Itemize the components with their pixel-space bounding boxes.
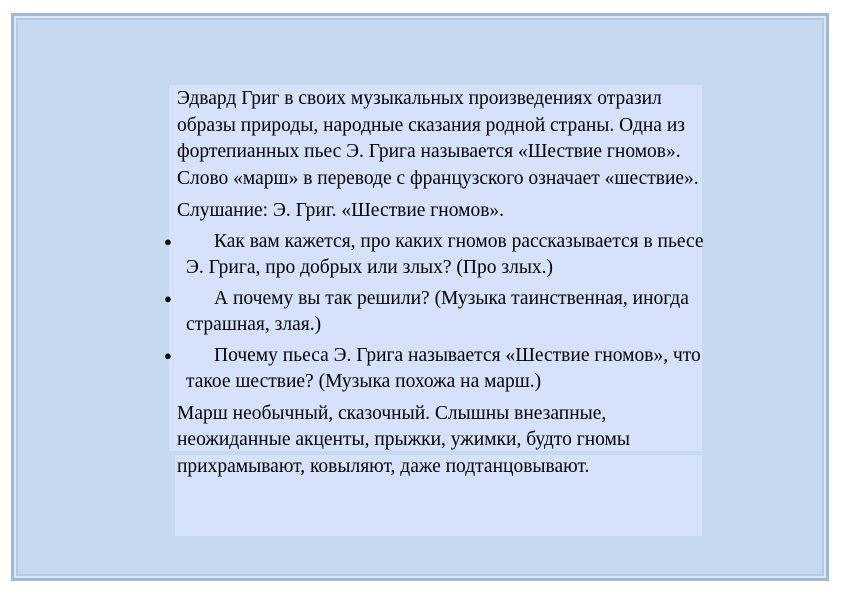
question-text: А почему вы так решили? (Музыка таинственная, иногда страшная, злая.) (186, 287, 689, 335)
question-list (164, 229, 707, 396)
listening-line: Слушание: Э. Григ. «Шествие гномов». (177, 200, 505, 221)
slide-content (164, 86, 707, 480)
bullet-icon: ● (164, 290, 172, 306)
intro-paragraph: Эдвард Григ в своих музыкальных произведениях отразил образы природы, народные сказания родной страны. Одна из фортепианных пьес Э. Грига называется «Шествие гномов». Слово «марш» в переводе с французского означает «шествие». (177, 88, 699, 189)
question-text: Как вам кажется, про каких гномов рассказывается в пьесе Э. Грига, про добрых или злых? (Про злых.) (186, 230, 704, 278)
conclusion-paragraph: Марш необычный, сказочный. Слышны внезапные, неожиданные акценты, прыжки, ужимки, будто гномы прихрамывают, ковыляют, даже подтанцовывают. (177, 402, 630, 477)
bullet-icon: ● (164, 347, 172, 363)
list-item (164, 286, 707, 339)
bullet-icon: ● (164, 233, 172, 249)
list-item (164, 229, 707, 282)
list-item (164, 343, 707, 396)
question-text: Почему пьеса Э. Грига называется «Шествие гномов», что такое шествие? (Музыка похожа на марш.) (186, 344, 701, 392)
